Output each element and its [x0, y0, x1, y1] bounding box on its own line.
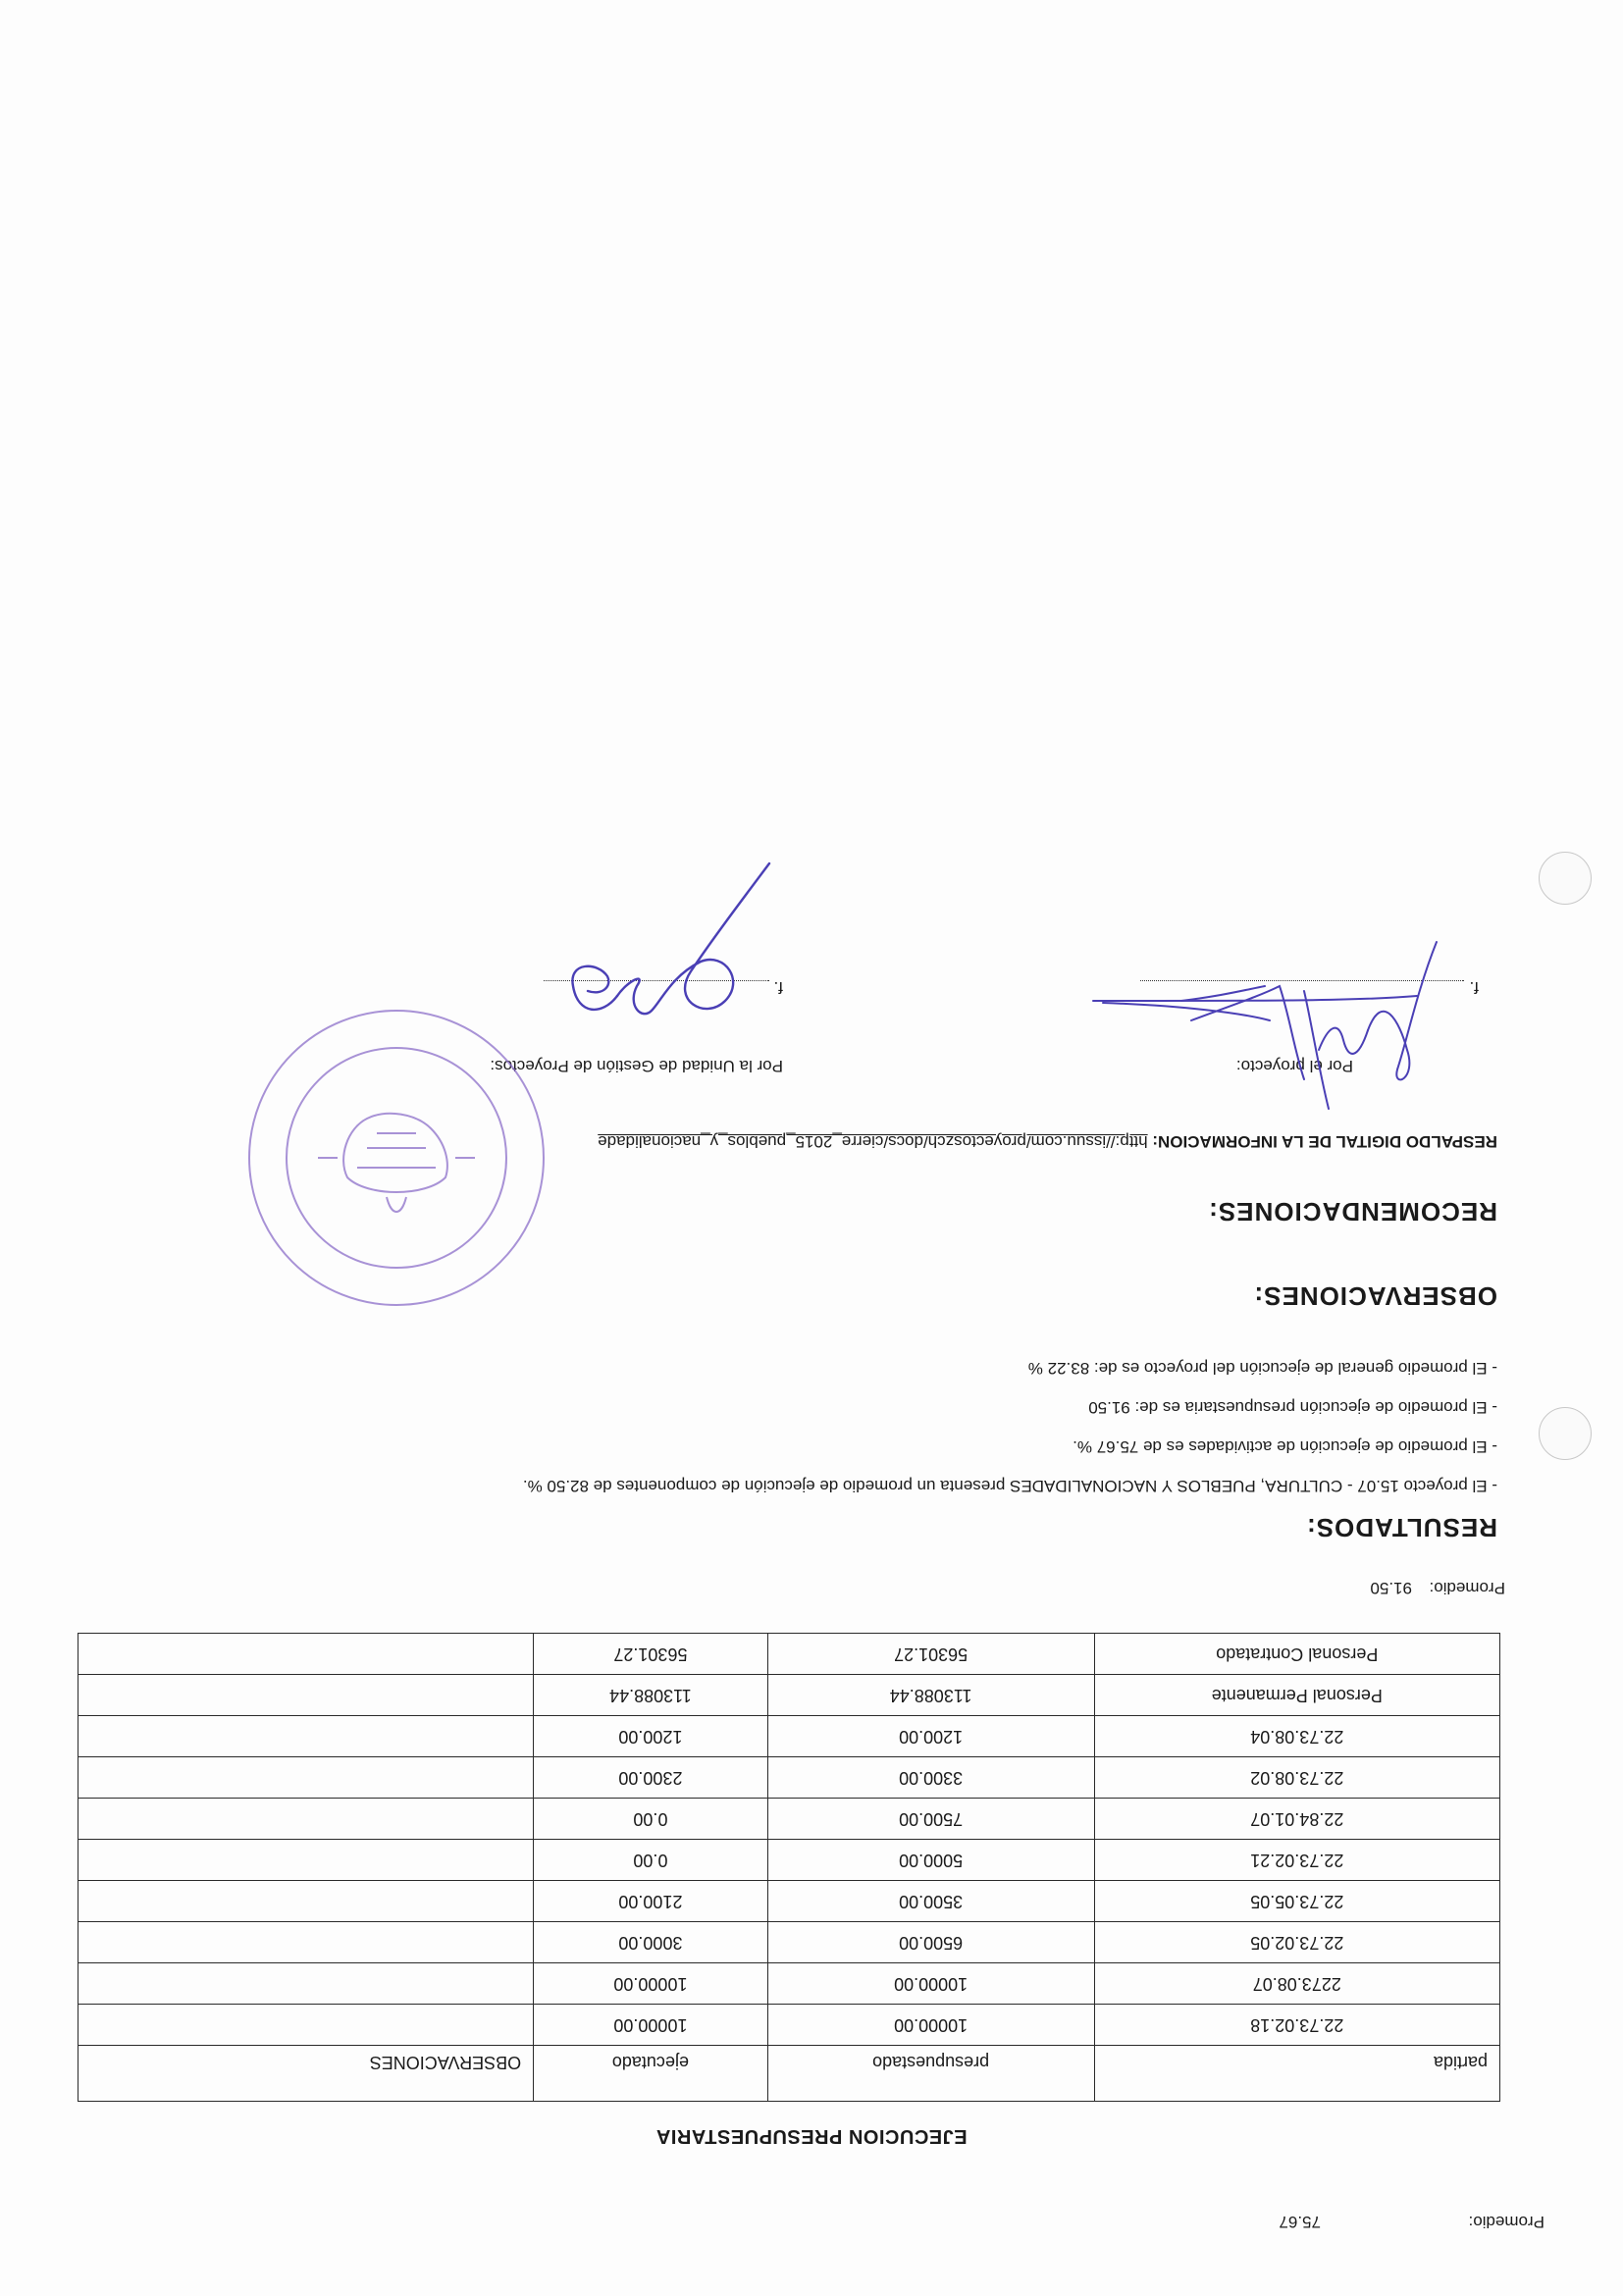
cell-presupuestado: 5000.00	[767, 1840, 1094, 1881]
header-observaciones: OBSERVACIONES	[79, 2046, 534, 2102]
resultado-line: - El promedio de ejecución de actividades es de 75.67 %.	[1073, 1437, 1497, 1456]
ejecucion-presupuestaria-title: EJECUCION PRESUPUESTARIA	[655, 2125, 968, 2147]
signature-proyecto	[1083, 932, 1476, 1187]
table-row	[79, 1716, 1500, 1757]
table-row	[79, 1963, 1500, 2005]
header-ejecutado: ejecutado	[534, 2046, 767, 2102]
cell-ejecutado: 10000.00	[534, 2005, 767, 2046]
cell-observaciones	[79, 1881, 534, 1922]
promedio-label: Promedio:	[1429, 1579, 1505, 1597]
promedio-value: 75.67	[1279, 2213, 1321, 2231]
firma-f-mark: f.	[1469, 978, 1479, 997]
cell-ejecutado: 10000.00	[534, 1963, 767, 2005]
cell-partida: 22.73.02.18	[1094, 2005, 1499, 2046]
cell-presupuestado: 56301.27	[767, 1634, 1094, 1675]
table-row	[79, 1757, 1500, 1799]
cell-presupuestado: 10000.00	[767, 1963, 1094, 2005]
cell-observaciones	[79, 1963, 534, 2005]
cell-ejecutado: 56301.27	[534, 1634, 767, 1675]
cell-ejecutado: 3000.00	[534, 1922, 767, 1963]
cell-presupuestado: 113088.44	[767, 1675, 1094, 1716]
table-header-row	[79, 2046, 1500, 2102]
por-la-unidad-label: Por la Unidad de Gestión de Proyectos:	[490, 1057, 783, 1075]
cell-presupuestado: 3500.00	[767, 1881, 1094, 1922]
observaciones-heading: OBSERVACIONES:	[1253, 1281, 1497, 1311]
cell-partida: Personal Permanente	[1094, 1675, 1499, 1716]
table-row	[79, 2005, 1500, 2046]
cell-partida: 22.73.08.02	[1094, 1757, 1499, 1799]
cell-presupuestado: 7500.00	[767, 1799, 1094, 1840]
cell-observaciones	[79, 1922, 534, 1963]
respaldo-label: RESPALDO DIGITAL DE LA INFORMACION:	[1152, 1132, 1497, 1151]
cell-observaciones	[79, 1840, 534, 1881]
cell-observaciones	[79, 2005, 534, 2046]
table-row	[79, 1634, 1500, 1675]
table-row	[79, 1881, 1500, 1922]
cell-partida: 22.73.05.05	[1094, 1881, 1499, 1922]
respaldo-url[interactable]: http://issuu.com/proyectoszch/docs/cierre_2015_pueblos_y_nacionalidade	[598, 1132, 1148, 1151]
cell-partida: 22.84.01.07	[1094, 1799, 1499, 1840]
cell-observaciones	[79, 1675, 534, 1716]
institution-stamp	[239, 1001, 553, 1315]
cell-observaciones	[79, 1799, 534, 1840]
resultado-line: - El promedio general de ejecución del proyecto es de: 83.22 %	[1027, 1359, 1497, 1378]
punch-hole	[1539, 1407, 1592, 1460]
cell-ejecutado: 0.00	[534, 1840, 767, 1881]
punch-hole	[1539, 852, 1592, 905]
table-row	[79, 1840, 1500, 1881]
cell-presupuestado: 10000.00	[767, 2005, 1094, 2046]
table-row	[79, 1799, 1500, 1840]
budget-table	[78, 1633, 1500, 2102]
cell-ejecutado: 2100.00	[534, 1881, 767, 1922]
promedio-actividades	[1279, 2212, 1544, 2231]
promedio-label: Promedio:	[1468, 2213, 1544, 2231]
budget-table-body	[79, 1634, 1500, 2046]
signature-unidad	[544, 854, 799, 1079]
cell-presupuestado: 6500.00	[767, 1922, 1094, 1963]
header-partida: partida	[1094, 2046, 1499, 2102]
firma-f-mark: f.	[773, 978, 783, 997]
cell-partida: 22.73.08.04	[1094, 1716, 1499, 1757]
recomendaciones-heading: RECOMENDACIONES:	[1208, 1197, 1497, 1226]
cell-presupuestado: 1200.00	[767, 1716, 1094, 1757]
cell-presupuestado: 3300.00	[767, 1757, 1094, 1799]
cell-partida: Personal Contratado	[1094, 1634, 1499, 1675]
cell-ejecutado: 1200.00	[534, 1716, 767, 1757]
resultado-line: - El proyecto 15.07 - CULTURA, PUEBLOS Y NACIONALIDADES presenta un promedio de ejecución de componentes de 82.50 %.	[522, 1477, 1497, 1495]
promedio-presupuestaria	[1370, 1578, 1505, 1597]
cell-partida: 22.73.02.05	[1094, 1922, 1499, 1963]
cell-partida: 2273.08.07	[1094, 1963, 1499, 2005]
cell-observaciones	[79, 1634, 534, 1675]
cell-partida: 22.73.02.21	[1094, 1840, 1499, 1881]
cell-ejecutado: 2300.00	[534, 1757, 767, 1799]
table-row	[79, 1922, 1500, 1963]
cell-observaciones	[79, 1716, 534, 1757]
header-presupuestado: presupuestado	[767, 2046, 1094, 2102]
resultados-heading: RESULTADOS:	[1306, 1513, 1497, 1542]
cell-observaciones	[79, 1757, 534, 1799]
cell-ejecutado: 0.00	[534, 1799, 767, 1840]
por-el-proyecto-label: Por el proyecto:	[1235, 1057, 1353, 1075]
resultado-line: - El promedio de ejecución presupuestaria es de: 91.50	[1088, 1398, 1497, 1417]
cell-ejecutado: 113088.44	[534, 1675, 767, 1716]
promedio-value: 91.50	[1370, 1579, 1412, 1597]
table-row	[79, 1675, 1500, 1716]
